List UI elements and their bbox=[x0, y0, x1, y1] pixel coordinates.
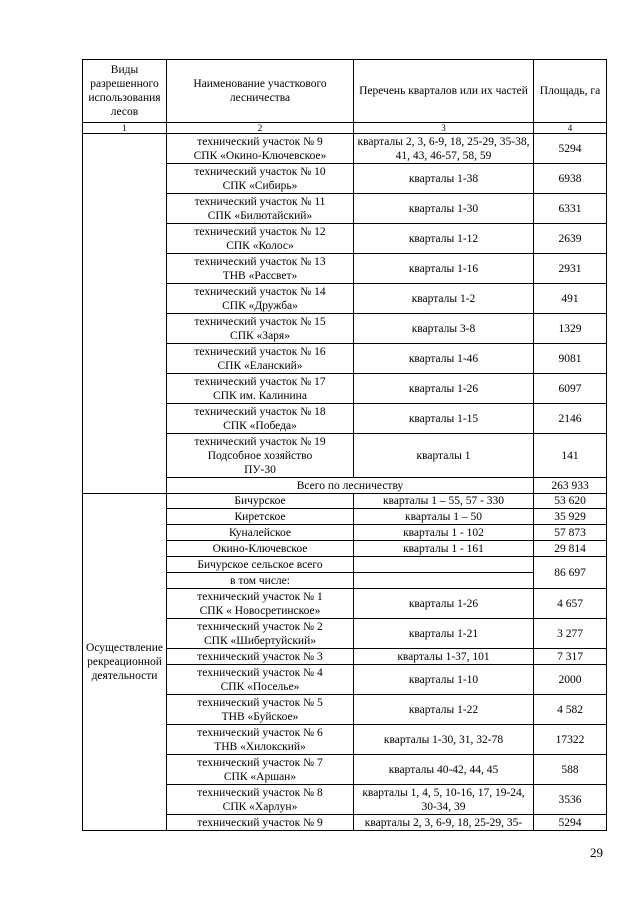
blocks-cell: кварталы 1 - 161 bbox=[354, 541, 534, 557]
header-blocks-list: Перечень кварталов или их частей bbox=[354, 60, 534, 123]
column-number: 2 bbox=[167, 123, 354, 134]
page-number: 29 bbox=[590, 845, 603, 860]
area-cell: 35 929 bbox=[534, 509, 607, 525]
area-cell: 9081 bbox=[534, 344, 607, 374]
table-row bbox=[83, 134, 607, 164]
forestry-name-cell: технический участок № 14 СПК «Дружба» bbox=[167, 284, 354, 314]
forestry-name-cell: технический участок № 12 СПК «Колос» bbox=[167, 224, 354, 254]
table-row bbox=[83, 494, 607, 509]
blocks-cell: кварталы 1-26 bbox=[354, 589, 534, 619]
blocks-cell-empty bbox=[354, 557, 534, 573]
area-cell: 4 657 bbox=[534, 589, 607, 619]
forestry-name-cell: технический участок № 15 СПК «Заря» bbox=[167, 314, 354, 344]
area-cell: 17322 bbox=[534, 725, 607, 755]
forest-use-table bbox=[82, 59, 607, 831]
forestry-name-cell: технический участок № 1 СПК « Новосретинское» bbox=[167, 589, 354, 619]
subtotal-area: 86 697 bbox=[534, 557, 607, 589]
area-cell: 57 873 bbox=[534, 525, 607, 541]
column-number-row bbox=[83, 123, 607, 134]
forestry-name-cell: технический участок № 16 СПК «Еланский» bbox=[167, 344, 354, 374]
blocks-cell: кварталы 2, 3, 6-9, 18, 25-29, 35- bbox=[354, 815, 534, 831]
blocks-cell: кварталы 40-42, 44, 45 bbox=[354, 755, 534, 785]
area-cell: 5294 bbox=[534, 815, 607, 831]
forestry-name-cell: Куналейское bbox=[167, 525, 354, 541]
forestry-name-cell: технический участок № 3 bbox=[167, 649, 354, 665]
header-forestry-name: Наименование участкового лесничества bbox=[167, 60, 354, 123]
area-cell: 29 814 bbox=[534, 541, 607, 557]
forestry-name-cell: технический участок № 6 ТНВ «Хилокский» bbox=[167, 725, 354, 755]
blocks-cell: кварталы 1 - 102 bbox=[354, 525, 534, 541]
blocks-cell: кварталы 1-30 bbox=[354, 194, 534, 224]
header-area: Площадь, га bbox=[534, 60, 607, 123]
header-usage-type: Виды разрешенного использования лесов bbox=[83, 60, 167, 123]
column-number: 4 bbox=[534, 123, 607, 134]
forestry-name-cell: Окино-Ключевское bbox=[167, 541, 354, 557]
area-cell: 2931 bbox=[534, 254, 607, 284]
blocks-cell: кварталы 1-12 bbox=[354, 224, 534, 254]
blocks-cell: кварталы 1-46 bbox=[354, 344, 534, 374]
total-area: 263 933 bbox=[534, 478, 607, 494]
table-header-row bbox=[83, 60, 607, 123]
subtotal-label: Бичурское сельское всего bbox=[167, 557, 354, 573]
blocks-cell: кварталы 1-15 bbox=[354, 404, 534, 434]
blocks-cell-empty bbox=[354, 573, 534, 589]
total-label: Всего по лесничеству bbox=[167, 478, 534, 494]
column-number: 3 bbox=[354, 123, 534, 134]
usage-type-cell: Осуществление рекреационной деятельности bbox=[83, 494, 167, 831]
blocks-cell: кварталы 2, 3, 6-9, 18, 25-29, 35-38, 41, 43, 46-57, 58, 59 bbox=[354, 134, 534, 164]
area-cell: 6331 bbox=[534, 194, 607, 224]
column-number: 1 bbox=[83, 123, 167, 134]
subtotal-sublabel: в том числе: bbox=[167, 573, 354, 589]
area-cell: 1329 bbox=[534, 314, 607, 344]
blocks-cell: кварталы 1-21 bbox=[354, 619, 534, 649]
area-cell: 491 bbox=[534, 284, 607, 314]
area-cell: 588 bbox=[534, 755, 607, 785]
area-cell: 4 582 bbox=[534, 695, 607, 725]
area-cell: 6938 bbox=[534, 164, 607, 194]
forestry-name-cell: Бичурское bbox=[167, 494, 354, 509]
forestry-name-cell: технический участок № 5 ТНВ «Буйское» bbox=[167, 695, 354, 725]
blocks-cell: кварталы 1-38 bbox=[354, 164, 534, 194]
area-cell: 6097 bbox=[534, 374, 607, 404]
blocks-cell: кварталы 1-26 bbox=[354, 374, 534, 404]
forestry-name-cell: Киретское bbox=[167, 509, 354, 525]
usage-cell-empty bbox=[83, 134, 167, 494]
forestry-name-cell: технический участок № 2 СПК «Шибертуйский» bbox=[167, 619, 354, 649]
area-cell: 7 317 bbox=[534, 649, 607, 665]
area-cell: 2000 bbox=[534, 665, 607, 695]
forestry-name-cell: технический участок № 13 ТНВ «Рассвет» bbox=[167, 254, 354, 284]
forestry-name-cell: технический участок № 17 СПК им. Калинина bbox=[167, 374, 354, 404]
area-cell: 5294 bbox=[534, 134, 607, 164]
area-cell: 141 bbox=[534, 434, 607, 478]
forestry-name-cell: технический участок № 19 Подсобное хозяйство ПУ-30 bbox=[167, 434, 354, 478]
blocks-cell: кварталы 1-16 bbox=[354, 254, 534, 284]
area-cell: 3536 bbox=[534, 785, 607, 815]
forestry-name-cell: технический участок № 7 СПК «Аршан» bbox=[167, 755, 354, 785]
blocks-cell: кварталы 1 – 55, 57 - 330 bbox=[354, 494, 534, 509]
blocks-cell: кварталы 1, 4, 5, 10-16, 17, 19-24, 30-34, 39 bbox=[354, 785, 534, 815]
blocks-cell: кварталы 1-37, 101 bbox=[354, 649, 534, 665]
blocks-cell: кварталы 1 bbox=[354, 434, 534, 478]
forestry-name-cell: технический участок № 8 СПК «Харлун» bbox=[167, 785, 354, 815]
blocks-cell: кварталы 1-10 bbox=[354, 665, 534, 695]
forestry-name-cell: технический участок № 10 СПК «Сибирь» bbox=[167, 164, 354, 194]
blocks-cell: кварталы 1-2 bbox=[354, 284, 534, 314]
forestry-name-cell: технический участок № 4 СПК «Поселье» bbox=[167, 665, 354, 695]
area-cell: 3 277 bbox=[534, 619, 607, 649]
blocks-cell: кварталы 3-8 bbox=[354, 314, 534, 344]
blocks-cell: кварталы 1-22 bbox=[354, 695, 534, 725]
area-cell: 2146 bbox=[534, 404, 607, 434]
area-cell: 2639 bbox=[534, 224, 607, 254]
forestry-name-cell: технический участок № 11 СПК «Билютайский» bbox=[167, 194, 354, 224]
blocks-cell: кварталы 1 – 50 bbox=[354, 509, 534, 525]
blocks-cell: кварталы 1-30, 31, 32-78 bbox=[354, 725, 534, 755]
forestry-name-cell: технический участок № 18 СПК «Победа» bbox=[167, 404, 354, 434]
forestry-name-cell: технический участок № 9 bbox=[167, 815, 354, 831]
area-cell: 53 620 bbox=[534, 494, 607, 509]
forestry-name-cell: технический участок № 9 СПК «Окино-Ключевское» bbox=[167, 134, 354, 164]
